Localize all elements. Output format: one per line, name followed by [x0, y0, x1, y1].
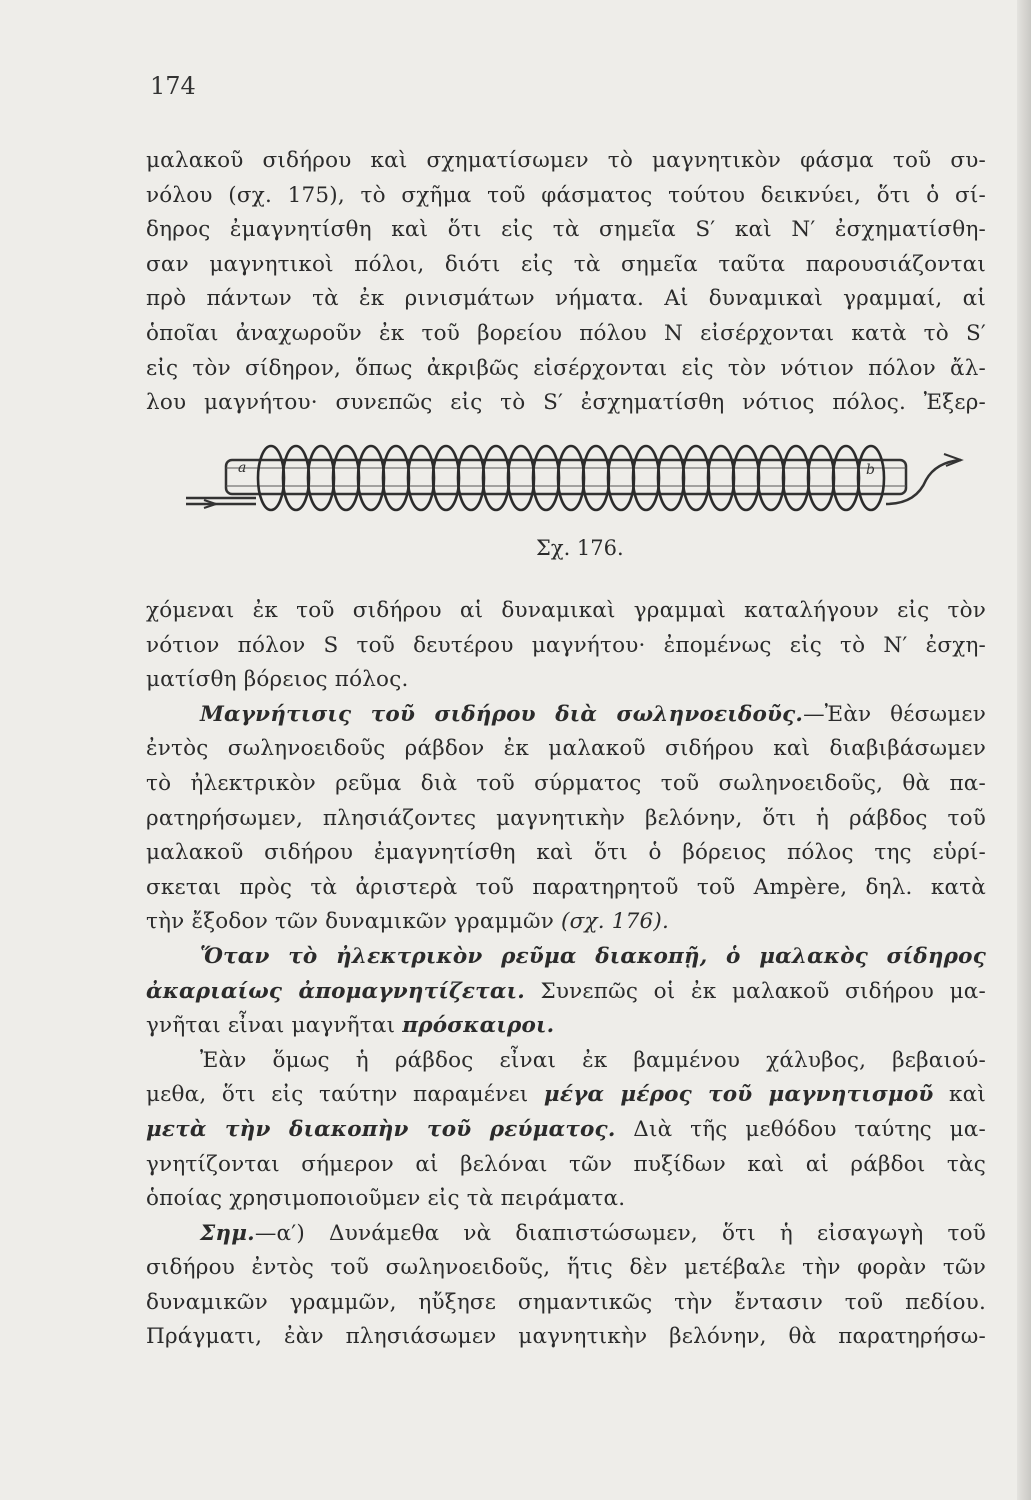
text-line: λου μαγνήτου· συνεπῶς εἰς τὸ S′ ἐσχηματίσθη νότιος πόλος. Ἐξερ- — [146, 390, 986, 416]
emphasis-text: Ὅταν τὸ ἠλεκτρικὸν ρεῦμα διακοπῇ, ὁ μαλακὸς σίδηρος — [200, 943, 986, 969]
solenoid-illustration — [186, 440, 966, 526]
coil-turn — [483, 446, 509, 510]
text-line — [146, 1078, 986, 1113]
coil-turn — [433, 446, 459, 510]
coil-turn — [758, 446, 784, 510]
figure-reference: (σχ. 176). — [561, 909, 670, 935]
text-line — [146, 905, 986, 940]
text-line: ρατηρήσωμεν, πλησιάζοντες μαγνητικὴν βελόνην, ὅτι ἡ ράβδος τοῦ — [146, 805, 986, 831]
coil-turn — [358, 446, 384, 510]
text-line: Πράγματι, ἐὰν πλησιάσωμεν μαγνητικὴν βελόνην, θὰ παρατηρήσω- — [146, 1324, 986, 1350]
coil-turn — [383, 446, 409, 510]
text-span: Διὰ τῆς μεθόδου ταύτης μα- — [615, 1116, 986, 1142]
coil-turn — [558, 446, 584, 510]
text-line: σαν μαγνητικοὶ πόλοι, διότι εἰς τὰ σημεῖα ταῦτα παρουσιάζονται — [146, 251, 986, 277]
text-line: ματίσθη βόρειος πόλος. — [146, 667, 409, 693]
emphasis-text: πρόσκαιροι. — [402, 1013, 555, 1039]
page-edge-shadow — [1017, 0, 1031, 1500]
text-line: χόμεναι ἐκ τοῦ σιδήρου αἱ δυναμικαὶ γραμμαὶ καταλήγουν εἰς τὸν — [146, 598, 986, 623]
emphasis-text: μετὰ τὴν διακοπὴν τοῦ ρεύματος. — [146, 1116, 616, 1142]
note-heading: Σημ. — [200, 1220, 255, 1246]
coil-turn — [608, 446, 634, 510]
note-line — [146, 1217, 986, 1252]
text-line: νόλου (σχ. 175), τὸ σχῆμα τοῦ φάσματος τούτου δεικνύει, ὅτι ὁ σί- — [146, 182, 986, 208]
coil-turn — [408, 446, 434, 510]
text-line: ὁποίας χρησιμοποιοῦμεν εἰς τὰ πειράματα. — [146, 1186, 626, 1212]
text-line: σιδήρου ἐντὸς τοῦ σωληνοειδοῦς, ἥτις δὲν μετέβαλε τὴν φορὰν τῶν — [146, 1255, 986, 1281]
text-line: ἐντὸς σωληνοειδοῦς ράβδον ἐκ μαλακοῦ σιδήρου καὶ διαβιβάσωμεν — [146, 736, 986, 762]
text-line: τὸ ἠλεκτρικὸν ρεῦμα διὰ τοῦ σύρματος τοῦ σωληνοειδοῦς, θὰ πα- — [146, 770, 986, 796]
text-span: —α′) Δυνάμεθα νὰ διαπιστώσωμεν, ὅτι ἡ εἰσαγωγὴ τοῦ — [254, 1220, 986, 1246]
coil-turn — [633, 446, 659, 510]
text-line: πρὸ πάντων τὰ ἐκ ρινισμάτων νήματα. Αἱ δυναμικαὶ γραμμαί, αἱ — [146, 286, 986, 312]
coil-turn — [583, 446, 609, 510]
text-line — [146, 1009, 986, 1044]
text-line — [146, 940, 986, 975]
solenoid-figure — [186, 440, 966, 526]
coil-turn — [458, 446, 484, 510]
section-heading-line — [146, 698, 986, 733]
coil-turn — [333, 446, 359, 510]
coil-turn — [858, 446, 884, 510]
text-span: Συνεπῶς οἱ ἐκ μαλακοῦ σιδήρου μα- — [524, 978, 986, 1004]
paragraph-continuation — [146, 144, 986, 421]
text-line: γνητίζονται σήμερον αἱ βελόναι τῶν πυξίδων καὶ αἱ ράβδοι τὰς — [146, 1151, 986, 1177]
text-line: μαλακοῦ σιδήρου ἐμαγνητίσθη καὶ ὅτι ὁ βόρειος πόλος της εὑρί- — [146, 840, 986, 866]
emphasis-text: ἀκαριαίως ἀπομαγνητίζεται. — [146, 978, 525, 1004]
text-span: μεθα, ὅτι εἰς ταύτην παραμένει — [146, 1082, 544, 1108]
text-line: Ἐὰν ὅμως ἡ ράβδος εἶναι ἐκ βαμμένου χάλυβος, βεβαιού- — [200, 1047, 986, 1073]
figure-label-b: b — [866, 462, 875, 478]
coil-turn — [258, 446, 284, 510]
text-line: δηρος ἐμαγνητίσθη καὶ ὅτι εἰς τὰ σημεῖα S′ καὶ N′ ἐσχηματίσθη- — [146, 217, 986, 243]
iron-rod — [226, 460, 906, 494]
page-number: 174 — [150, 72, 196, 100]
coil-turn — [808, 446, 834, 510]
text-span: γνῆται εἶναι μαγνῆται — [146, 1013, 403, 1039]
coil-turn — [658, 446, 684, 510]
text-line: νότιον πόλον S τοῦ δευτέρου μαγνήτου· ἐπομένως εἰς τὸ N′ ἐσχη- — [146, 632, 986, 658]
section-heading: Μαγνήτισις τοῦ σιδήρου διὰ σωληνοειδοῦς. — [200, 701, 804, 727]
coil-turn — [508, 446, 534, 510]
text-span: —Ἐὰν θέσωμεν — [803, 701, 986, 727]
text-line: ὁποῖαι ἀναχωροῦν ἐκ τοῦ βορείου πόλου N εἰσέρχονται κατὰ τὸ S′ — [146, 320, 986, 346]
wire-lead-out — [886, 460, 961, 504]
figure-caption: Σχ. 176. — [536, 536, 624, 560]
coil-turn — [783, 446, 809, 510]
text-line: σκεται πρὸς τὰ ἀριστερὰ τοῦ παρατηρητοῦ τοῦ Ampère, δηλ. κατὰ — [146, 874, 986, 900]
coil-turn — [733, 446, 759, 510]
solenoid-coils — [258, 446, 884, 510]
emphasis-text: μέγα μέρος τοῦ μαγνητισμοῦ — [543, 1082, 934, 1108]
coil-turn — [833, 446, 859, 510]
figure-label-a: a — [238, 460, 247, 476]
coil-turn — [683, 446, 709, 510]
text-line: μαλακοῦ σιδήρου καὶ σχηματίσωμεν τὸ μαγνητικὸν φάσμα τοῦ συ- — [146, 148, 986, 173]
text-span: καὶ — [933, 1082, 986, 1108]
coil-turn — [533, 446, 559, 510]
text-span: τὴν ἔξοδον τῶν δυναμικῶν γραμμῶν — [146, 909, 561, 935]
text-line: δυναμικῶν γραμμῶν, ηὔξησε σημαντικῶς τὴν ἔντασιν τοῦ πεδίου. — [146, 1289, 986, 1315]
coil-turn — [308, 446, 334, 510]
text-line: εἰς τὸν σίδηρον, ὅπως ἀκριβῶς εἰσέρχονται εἰς τὸν νότιον πόλον ἄλ- — [146, 355, 986, 381]
text-line — [146, 1113, 986, 1148]
coil-turn — [283, 446, 309, 510]
coil-turn — [708, 446, 734, 510]
text-line — [146, 975, 986, 1010]
main-text — [146, 594, 986, 1355]
